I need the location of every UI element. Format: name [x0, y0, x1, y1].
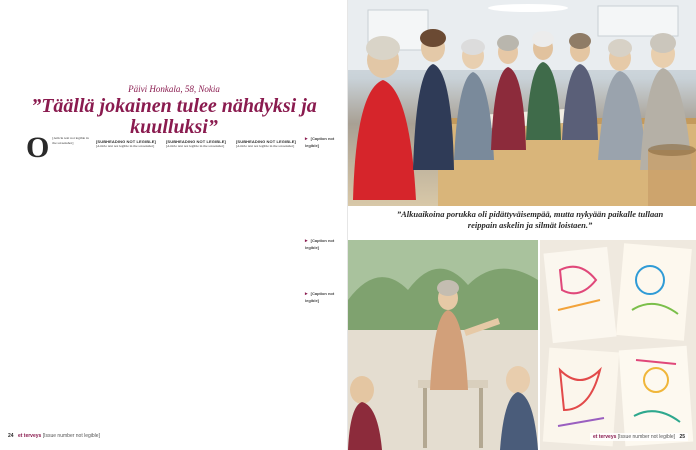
caption-arrow-icon: ▸ [305, 291, 308, 297]
photo-caption [305, 291, 347, 303]
folio-right [590, 433, 688, 441]
drawings-photo [540, 240, 696, 450]
presentation-photo [348, 240, 538, 450]
caption-arrow-icon: ▸ [305, 238, 308, 244]
paragraph: [Article text not legible in the screenshot] [166, 144, 225, 148]
article-column-2 [96, 136, 160, 151]
article-column-4 [236, 136, 300, 151]
subheading: [SUBHEADING NOT LEGIBLE] [96, 139, 156, 144]
pull-quote: ”Alkuaikoina porukka oli pidättyväisempää, mutta nykyään paikalle tullaan reippain askelin ja silmät loistaen.” [396, 209, 664, 230]
issue-number: [Issue number not legible] [42, 433, 100, 439]
caption-text: [Caption not legible] [305, 136, 335, 148]
drop-cap: O [26, 136, 50, 160]
article-column-1 [26, 136, 90, 160]
folio-left [8, 433, 100, 439]
drawings-photo-illustration [540, 240, 696, 450]
photo-caption [305, 238, 347, 250]
group-photo-illustration [348, 0, 696, 206]
photo-caption [305, 136, 347, 148]
headline: ”Täällä jokainen tulee nähdyksi ja kuulluksi” [31, 95, 317, 138]
caption-text: [Caption not legible] [305, 291, 335, 303]
magazine-brand: et terveys [17, 433, 42, 439]
subheading: [SUBHEADING NOT LEGIBLE] [166, 139, 226, 144]
issue-number: [Issue number not legible] [617, 434, 676, 440]
page-number: 25 [679, 434, 685, 440]
paragraph: [Article text not legible in the screenshot] [236, 144, 295, 148]
group-photo [348, 0, 696, 206]
subheading: [SUBHEADING NOT LEGIBLE] [236, 139, 296, 144]
article-column-3 [166, 136, 230, 151]
byline: Päivi Honkala, 58, Nokia [128, 84, 220, 94]
paragraph: [Article text not legible in the screenshot] [52, 136, 89, 145]
caption-arrow-icon: ▸ [305, 136, 308, 142]
presentation-photo-illustration [348, 240, 538, 450]
paragraph: [Article text not legible in the screenshot] [96, 144, 155, 148]
page-number: 24 [8, 433, 14, 439]
caption-text: [Caption not legible] [305, 238, 335, 250]
magazine-brand: et terveys [593, 434, 617, 440]
